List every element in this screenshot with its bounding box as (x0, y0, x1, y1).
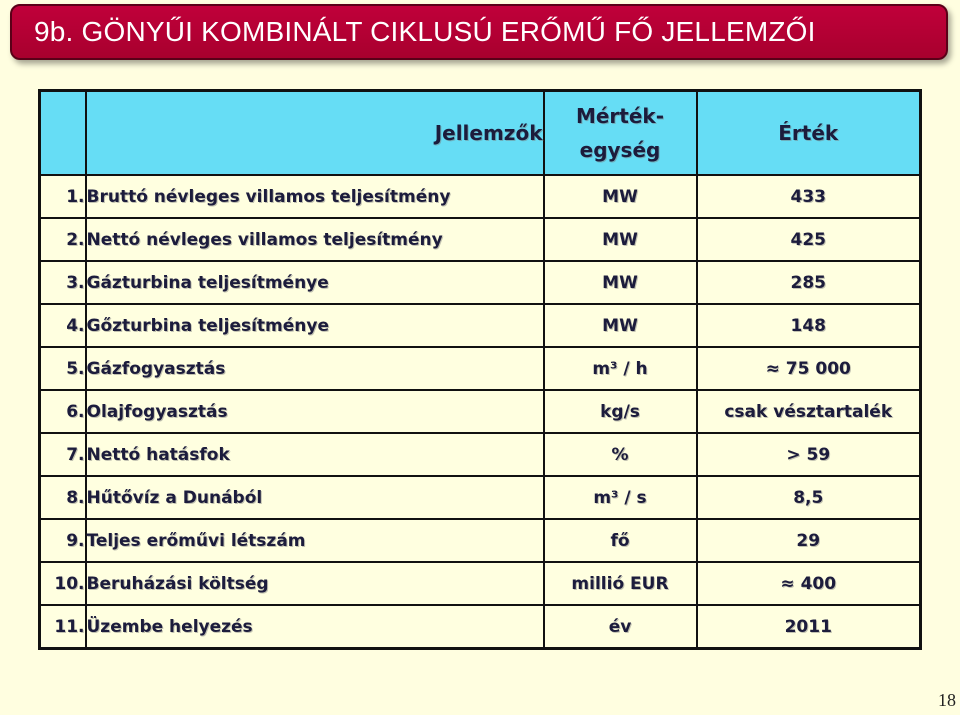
row-unit: millió EUR (544, 562, 697, 605)
row-number: 8. (40, 476, 86, 519)
row-unit: MW (544, 304, 697, 347)
row-unit: m³ / h (544, 347, 697, 390)
row-unit: fő (544, 519, 697, 562)
row-number: 3. (40, 261, 86, 304)
row-number: 11. (40, 605, 86, 649)
table-row (40, 218, 921, 261)
row-label: Teljes erőművi létszám (86, 519, 544, 562)
table-header-row (40, 91, 921, 176)
row-label: Üzembe helyezés (86, 605, 544, 649)
table-row (40, 175, 921, 218)
row-number: 1. (40, 175, 86, 218)
table-row (40, 261, 921, 304)
row-label: Gázfogyasztás (86, 347, 544, 390)
row-number: 9. (40, 519, 86, 562)
row-number: 2. (40, 218, 86, 261)
row-value: ≈ 400 (697, 562, 921, 605)
row-number: 5. (40, 347, 86, 390)
page-title: 9b. GÖNYŰI KOMBINÁLT CIKLUSÚ ERŐMŰ FŐ JELLEMZŐI (34, 16, 816, 47)
row-label: Olajfogyasztás (86, 390, 544, 433)
row-number: 6. (40, 390, 86, 433)
row-value: 425 (697, 218, 921, 261)
title-banner (10, 4, 948, 60)
row-label: Bruttó névleges villamos teljesítmény (86, 175, 544, 218)
table-row (40, 433, 921, 476)
header-label: Jellemzők (86, 91, 544, 176)
table-row (40, 476, 921, 519)
row-number: 4. (40, 304, 86, 347)
table-row (40, 562, 921, 605)
row-value: 285 (697, 261, 921, 304)
table-row (40, 390, 921, 433)
row-label: Nettó névleges villamos teljesítmény (86, 218, 544, 261)
row-label: Gázturbina teljesítménye (86, 261, 544, 304)
row-label: Gőzturbina teljesítménye (86, 304, 544, 347)
table-row (40, 304, 921, 347)
row-number: 7. (40, 433, 86, 476)
row-value: 29 (697, 519, 921, 562)
header-unit-line1: Mérték- (575, 104, 665, 128)
row-unit: % (544, 433, 697, 476)
row-unit: év (544, 605, 697, 649)
row-label: Nettó hatásfok (86, 433, 544, 476)
table-row (40, 347, 921, 390)
row-value: 433 (697, 175, 921, 218)
page-number: 18 (938, 690, 956, 710)
row-unit: MW (544, 261, 697, 304)
specs-table (38, 89, 922, 650)
header-unit (544, 91, 697, 176)
row-value: csak vésztartalék (697, 390, 921, 433)
row-value: 148 (697, 304, 921, 347)
row-value: > 59 (697, 433, 921, 476)
row-label: Beruházási költség (86, 562, 544, 605)
row-number: 10. (40, 562, 86, 605)
row-unit: MW (544, 218, 697, 261)
table-row (40, 519, 921, 562)
header-unit-line2: egység (579, 138, 661, 162)
row-value: ≈ 75 000 (697, 347, 921, 390)
table-row (40, 605, 921, 649)
header-value: Érték (697, 91, 921, 176)
row-value: 2011 (697, 605, 921, 649)
header-number (40, 91, 86, 176)
row-label: Hűtővíz a Dunából (86, 476, 544, 519)
row-unit: m³ / s (544, 476, 697, 519)
row-unit: kg/s (544, 390, 697, 433)
row-unit: MW (544, 175, 697, 218)
row-value: 8,5 (697, 476, 921, 519)
